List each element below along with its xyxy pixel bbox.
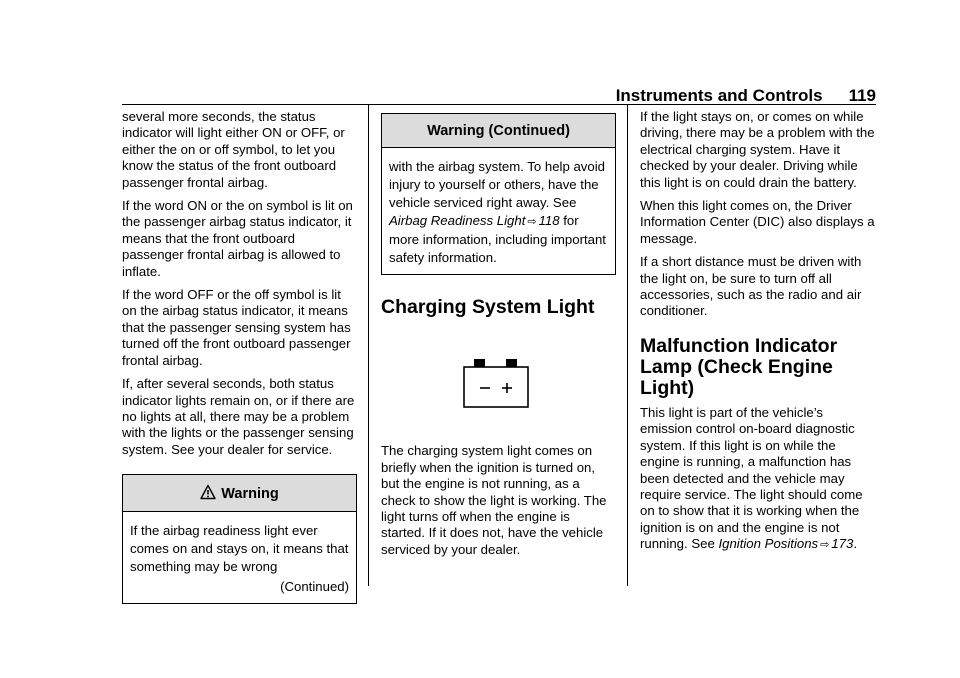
column-1 bbox=[122, 109, 357, 604]
warning-title: Warning (Continued) bbox=[382, 114, 615, 148]
paragraph: If, after several seconds, both status indicator lights remain on, or if there are no lights at all, there may be a problem with the lights or the passenger sensing system. See your dealer for service. bbox=[122, 376, 355, 457]
page-header bbox=[560, 78, 876, 106]
paragraph: If the light stays on, or comes on while driving, there may be a problem with the electrical charging system. Have it checked by your dealer. Driving while this light is on could drain the battery. bbox=[640, 109, 875, 190]
column-3 bbox=[640, 109, 878, 561]
paragraph: If the word OFF or the off symbol is lit on the airbag status indicator, it means that the passenger sensing system has turned off the front outboard passenger frontal airbag. bbox=[122, 287, 351, 368]
warning-title-bar bbox=[123, 475, 356, 511]
warning-box-continued bbox=[381, 113, 616, 275]
paragraph: several more seconds, the status indicator will light either ON or OFF, or either the on or off symbol, to let you know the status of the front outboard passenger frontal airbag. bbox=[122, 109, 345, 190]
ref-page[interactable]: 118 bbox=[538, 213, 560, 229]
warning-text bbox=[389, 158, 608, 267]
warning-text: If the airbag readiness light ever comes on and stays on, it means that something may be wrong bbox=[130, 522, 349, 574]
paragraph: When this light comes on, the Driver Information Center (DIC) also displays a message. bbox=[640, 198, 875, 246]
section-title: Instruments and Controls bbox=[615, 86, 823, 105]
continued-label: (Continued) bbox=[280, 578, 349, 594]
page-reference-icon: ⇨ bbox=[527, 216, 537, 229]
header-rule bbox=[122, 104, 876, 105]
paragraph: If a short distance must be driven with the light on, be sure to turn off all accessories, such as the radio and air conditioner. bbox=[640, 254, 862, 319]
section-heading: Charging System Light bbox=[381, 296, 595, 319]
airbag-readiness-link[interactable]: Airbag Readiness Light bbox=[389, 213, 526, 229]
battery-icon bbox=[461, 359, 531, 413]
column-divider-1 bbox=[368, 104, 369, 586]
warning-text-post: for more information, including important safety information. bbox=[389, 213, 606, 266]
paragraph-pre: This light is part of the vehicle’s emission control on-board diagnostic system. If this light is on while the engine is running, a malfunction has been detected and the vehicle may require service. The light should come on to show that it is working when the ignition is on and the engine is not running. See bbox=[640, 404, 863, 552]
page-number: 119 bbox=[848, 86, 876, 105]
ignition-positions-link[interactable]: Ignition Positions bbox=[718, 536, 819, 552]
section-heading: Malfunction Indicator Lamp (Check Engine Light) bbox=[640, 334, 838, 399]
warning-box bbox=[122, 474, 357, 603]
page-reference-icon: ⇨ bbox=[820, 539, 830, 552]
warning-title: Warning bbox=[221, 486, 279, 503]
warning-body bbox=[382, 148, 615, 274]
column-2 bbox=[381, 109, 616, 565]
column-divider-2 bbox=[627, 104, 628, 586]
paragraph-post: . bbox=[853, 536, 858, 552]
warning-text-pre: with the airbag system. To help avoid injury to yourself or others, have the vehicle serviced right away. See bbox=[389, 159, 606, 211]
warning-body bbox=[123, 512, 356, 603]
paragraph: The charging system light comes on briefly when the ignition is turned on, but the engine is not running, as a check to show the light is working. The light turns off when the engine is started. If it does not, have the vehicle serviced by your dealer. bbox=[381, 443, 607, 557]
paragraph bbox=[640, 405, 878, 554]
paragraph: If the word ON or the on symbol is lit on the passenger airbag status indicator, it means that the front outboard passenger frontal airbag is allowed to inflate. bbox=[122, 198, 353, 279]
ref-page[interactable]: 173 bbox=[831, 536, 854, 552]
warning-triangle-icon bbox=[200, 484, 216, 500]
